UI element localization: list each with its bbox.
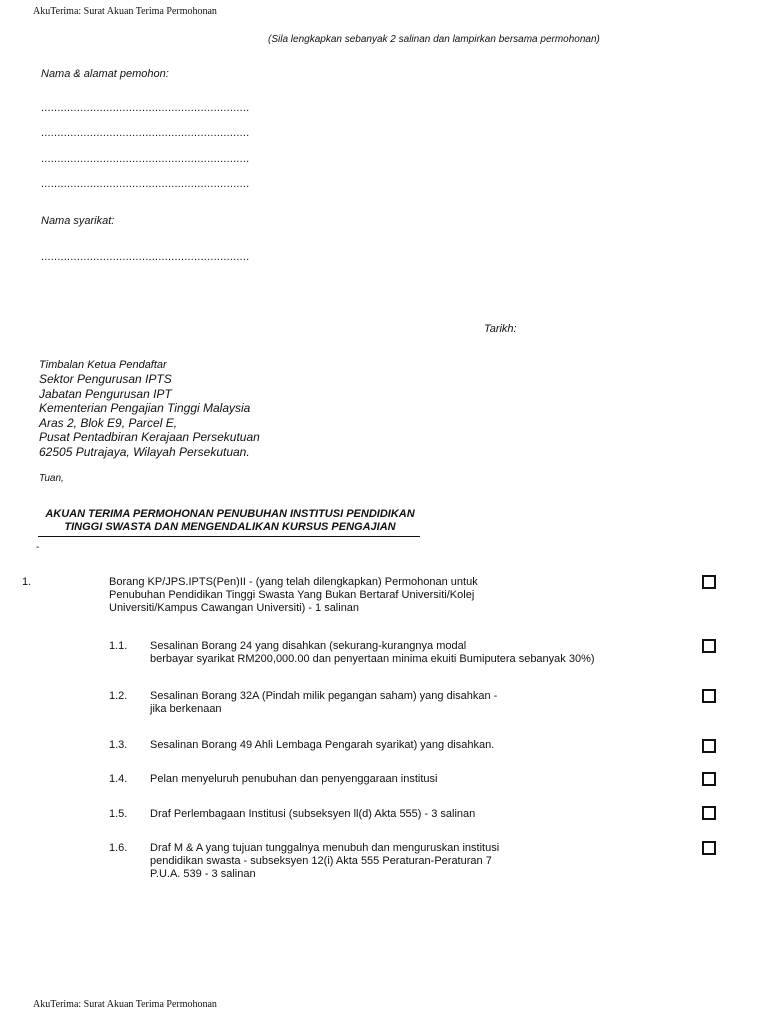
subject-title <box>38 508 422 534</box>
recipient-address <box>39 372 260 460</box>
item-number: 1.5. <box>109 808 128 820</box>
checkbox-item-1-6[interactable] <box>702 841 716 855</box>
item-text <box>150 773 437 786</box>
address-line: Aras 2, Blok E9, Parcel E, <box>39 415 178 430</box>
dash-mark: - <box>36 542 40 553</box>
applicant-line-2[interactable]: ................................................................ <box>41 127 250 139</box>
item-line: Sesalinan Borang 49 Ahli Lembaga Pengarah syarikat) yang disahkan. <box>150 739 495 751</box>
address-line: Jabatan Pengurusan IPT <box>39 386 172 401</box>
item-text <box>150 690 497 716</box>
item-line: Universiti/Kampus Cawangan Universiti) - 1 salinan <box>109 602 360 614</box>
item-text <box>109 576 478 615</box>
item-number: 1.3. <box>109 739 128 751</box>
item-text <box>150 842 499 881</box>
company-label: Nama syarikat: <box>41 215 115 227</box>
item-line: Draf Perlembagaan Institusi (subseksyen ll(d) Akta 555) - 3 salinan <box>150 808 476 820</box>
item-line: berbayar syarikat RM200,000.00 dan penyertaan minima ekuiti Bumiputera sebanyak 30%) <box>150 653 595 665</box>
address-line: Kementerian Pengajian Tinggi Malaysia <box>39 401 251 416</box>
page-footer: AkuTerima: Surat Akuan Terima Permohonan <box>33 999 217 1010</box>
item-line: Draf M & A yang tujuan tunggalnya menubuh dan menguruskan institusi <box>150 842 500 854</box>
item-line: Penubuhan Pendidikan Tinggi Swasta Yang Bukan Bertaraf Universiti/Kolej <box>109 589 475 601</box>
subject-line-2: TINGGI SWASTA DAN MENGENDALIKAN KURSUS PENGAJIAN <box>64 521 396 533</box>
applicant-line-1[interactable]: ................................................................ <box>41 102 250 114</box>
checkbox-item-1[interactable] <box>702 575 716 589</box>
item-line: jika berkenaan <box>150 703 222 715</box>
applicant-line-3[interactable]: ................................................................ <box>41 153 250 165</box>
subject-line-1: AKUAN TERIMA PERMOHONAN PENUBUHAN INSTITUSI PENDIDIKAN <box>45 508 415 520</box>
date-label: Tarikh: <box>484 323 517 335</box>
item-number: 1.6. <box>109 842 128 854</box>
item-line: Borang KP/JPS.IPTS(Pen)II - (yang telah dilengkapkan) Permohonan untuk <box>109 576 478 588</box>
instruction-note: (Sila lengkapkan sebanyak 2 salinan dan lampirkan bersama permohonan) <box>268 34 600 45</box>
recipient-title: Timbalan Ketua Pendaftar <box>39 359 167 371</box>
item-text <box>150 640 595 666</box>
item-line: P.U.A. 539 - 3 salinan <box>150 868 256 880</box>
item-number: 1. <box>22 576 32 588</box>
checkbox-item-1-4[interactable] <box>702 772 716 786</box>
item-number: 1.1. <box>109 640 128 652</box>
item-number: 1.4. <box>109 773 128 785</box>
item-text <box>150 739 494 752</box>
address-line: 62505 Putrajaya, Wilayah Persekutuan. <box>39 444 250 459</box>
address-line: Pusat Pentadbiran Kerajaan Persekutuan <box>39 430 260 445</box>
item-line: Sesalinan Borang 24 yang disahkan (sekurang-kurangnya modal <box>150 640 467 652</box>
item-line: Sesalinan Borang 32A (Pindah milik pegangan saham) yang disahkan - <box>150 690 498 702</box>
address-line: Sektor Pengurusan IPTS <box>39 372 172 386</box>
item-text <box>150 808 475 821</box>
item-number: 1.2. <box>109 690 128 702</box>
checkbox-item-1-2[interactable] <box>702 689 716 703</box>
item-line: Pelan menyeluruh penubuhan dan penyenggaraan institusi <box>150 773 438 785</box>
page-header: AkuTerima: Surat Akuan Terima Permohonan <box>33 6 217 17</box>
applicant-line-4[interactable]: ................................................................ <box>41 178 250 190</box>
checkbox-item-1-3[interactable] <box>702 739 716 753</box>
checkbox-item-1-1[interactable] <box>702 639 716 653</box>
company-line[interactable]: ................................................................ <box>41 251 250 263</box>
applicant-label: Nama & alamat pemohon: <box>41 68 169 80</box>
checkbox-item-1-5[interactable] <box>702 806 716 820</box>
subject-underline <box>38 536 420 537</box>
salutation: Tuan, <box>39 473 64 484</box>
item-line: pendidikan swasta - subseksyen 12(i) Akta 555 Peraturan-Peraturan 7 <box>150 855 492 867</box>
